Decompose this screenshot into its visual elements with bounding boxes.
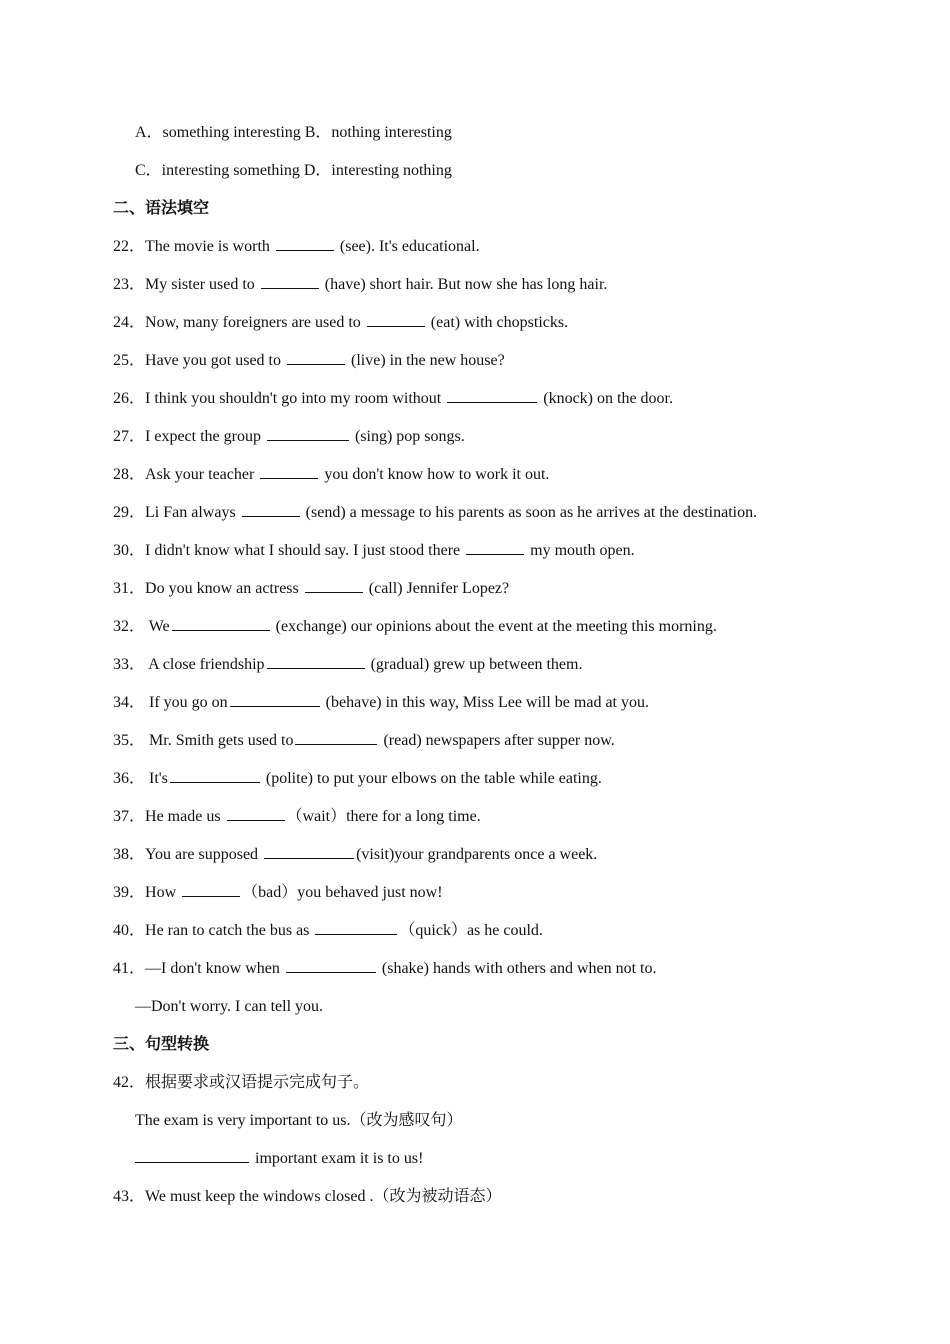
question-text-pre: If you go on <box>145 694 228 711</box>
question-text-post: (read) newspapers after supper now. <box>379 732 615 749</box>
question-number: 27． <box>113 428 146 445</box>
question-text-post: you don't know how to work it out. <box>320 466 550 483</box>
question-number: 43． <box>113 1188 146 1205</box>
answer-blank[interactable] <box>170 768 260 783</box>
answer-blank[interactable] <box>261 274 319 289</box>
answer-blank[interactable] <box>135 1148 249 1163</box>
question-text-post: (shake) hands with others and when not to. <box>377 960 657 977</box>
question-text-post: (polite) to put your elbows on the table while eating. <box>261 770 602 787</box>
question-34 <box>113 691 649 715</box>
answer-blank[interactable] <box>172 616 270 631</box>
question-24 <box>113 311 568 335</box>
question-text-pre: Now, many foreigners are used to <box>145 314 365 331</box>
question-number: 40． <box>113 922 146 939</box>
question-38 <box>113 843 597 867</box>
question-text-post: (eat) with chopsticks. <box>426 314 569 331</box>
question-28 <box>113 463 549 487</box>
question-text-pre: I didn't know what I should say. I just stood there <box>145 542 465 559</box>
question-number: 42． <box>113 1074 146 1091</box>
question-text-post: (exchange) our opinions about the event at the meeting this morning. <box>271 618 717 635</box>
question-text-post: my mouth open. <box>526 542 635 559</box>
question-sentence: We must keep the windows closed .（改为被动语态） <box>145 1188 502 1205</box>
answer-blank[interactable] <box>367 312 425 327</box>
question-text-post: (behave) in this way, Miss Lee will be mad at you. <box>321 694 649 711</box>
question-text-pre: How <box>145 884 181 901</box>
question-text-pre: He made us <box>145 808 225 825</box>
question-42-answer-line <box>135 1147 423 1171</box>
question-instruction: 根据要求或汉语提示完成句子。 <box>145 1074 370 1091</box>
question-text-pre: The movie is worth <box>145 238 274 255</box>
answer-blank[interactable] <box>447 388 537 403</box>
question-26 <box>113 387 673 411</box>
question-22 <box>113 235 480 259</box>
answer-blank[interactable] <box>287 350 345 365</box>
question-text-pre: Mr. Smith gets used to <box>145 732 294 749</box>
question-37 <box>113 805 481 829</box>
question-number: 41． <box>113 960 146 977</box>
answer-blank[interactable] <box>466 540 524 555</box>
question-text-post: (send) a message to his parents as soon as he arrives at the destination. <box>301 504 758 521</box>
question-31 <box>113 577 509 601</box>
answer-blank[interactable] <box>267 654 365 669</box>
question-text-post: (sing) pop songs. <box>350 428 465 445</box>
question-35 <box>113 729 615 753</box>
question-40 <box>113 919 543 943</box>
question-text-pre: A close friendship <box>145 656 265 673</box>
question-text-post: (gradual) grew up between them. <box>366 656 583 673</box>
question-number: 25． <box>113 352 146 369</box>
question-33 <box>113 653 582 677</box>
question-number: 38． <box>113 846 146 863</box>
question-text-pre: My sister used to <box>145 276 259 293</box>
question-text-post: (knock) on the door. <box>539 390 673 407</box>
question-text-pre: Have you got used to <box>145 352 285 369</box>
question-41-reply: —Don't worry. I can tell you. <box>135 998 324 1015</box>
question-text-pre: It's <box>145 770 168 787</box>
question-text-post: (see). It's educational. <box>335 238 480 255</box>
question-number: 29． <box>113 504 146 521</box>
question-text-post: （quick）as he could. <box>399 922 543 939</box>
question-text-post: (have) short hair. But now she has long hair. <box>320 276 608 293</box>
answer-blank[interactable] <box>182 882 240 897</box>
section-2-heading: 二、语法填空 <box>113 200 210 217</box>
question-text-post: (live) in the new house? <box>347 352 505 369</box>
question-text-pre: —I don't know when <box>145 960 284 977</box>
question-text-pre: I think you shouldn't go into my room without <box>145 390 446 407</box>
question-number: 39． <box>113 884 146 901</box>
answer-blank[interactable] <box>276 236 334 251</box>
answer-blank[interactable] <box>305 578 363 593</box>
question-42-sentence: The exam is very important to us.（改为感叹句） <box>135 1112 463 1129</box>
question-text-pre: Ask your teacher <box>145 466 259 483</box>
question-number: 30． <box>113 542 146 559</box>
question-number: 22． <box>113 238 146 255</box>
question-text-pre: Li Fan always <box>145 504 240 521</box>
question-number: 36． <box>113 770 146 787</box>
q21-options-cd: C．interesting something D．interesting nothing <box>135 162 452 179</box>
question-number: 34． <box>113 694 146 711</box>
answer-blank[interactable] <box>286 958 376 973</box>
question-number: 35． <box>113 732 146 749</box>
question-39 <box>113 881 443 905</box>
question-25 <box>113 349 505 373</box>
question-number: 33． <box>113 656 146 673</box>
question-text-pre: You are supposed <box>145 846 263 863</box>
q21-options-line-2 <box>135 159 452 183</box>
question-text-pre: Do you know an actress <box>145 580 303 597</box>
question-number: 31． <box>113 580 146 597</box>
question-number: 32． <box>113 618 146 635</box>
question-42 <box>113 1071 369 1095</box>
question-text-post: (call) Jennifer Lopez? <box>364 580 510 597</box>
answer-blank[interactable] <box>295 730 377 745</box>
question-32 <box>113 615 717 639</box>
question-text-post: (visit)your grandparents once a week. <box>356 846 598 863</box>
q21-options-line-1 <box>135 121 452 145</box>
q21-options-ab: A．something interesting B．nothing interesting <box>135 124 452 141</box>
answer-blank[interactable] <box>260 464 318 479</box>
question-text-pre: He ran to catch the bus as <box>145 922 314 939</box>
question-30 <box>113 539 635 563</box>
question-23 <box>113 273 607 297</box>
question-number: 28． <box>113 466 146 483</box>
question-number: 37． <box>113 808 146 825</box>
question-43 <box>113 1185 501 1209</box>
answer-blank[interactable] <box>264 844 354 859</box>
answer-blank[interactable] <box>315 920 397 935</box>
question-number: 23． <box>113 276 146 293</box>
answer-blank[interactable] <box>230 692 320 707</box>
question-text-pre: We <box>145 618 170 635</box>
question-text-pre: I expect the group <box>145 428 265 445</box>
question-27 <box>113 425 465 449</box>
question-number: 26． <box>113 390 146 407</box>
answer-blank[interactable] <box>227 806 285 821</box>
section-3-heading: 三、句型转换 <box>113 1036 210 1053</box>
question-text-post: （wait）there for a long time. <box>286 808 481 825</box>
question-text-post: （bad）you behaved just now! <box>242 884 443 901</box>
answer-blank[interactable] <box>267 426 349 441</box>
question-number: 24． <box>113 314 146 331</box>
question-29 <box>113 501 757 525</box>
question-41 <box>113 957 657 981</box>
question-text-post: important exam it is to us! <box>251 1150 424 1167</box>
question-36 <box>113 767 602 791</box>
answer-blank[interactable] <box>242 502 300 517</box>
